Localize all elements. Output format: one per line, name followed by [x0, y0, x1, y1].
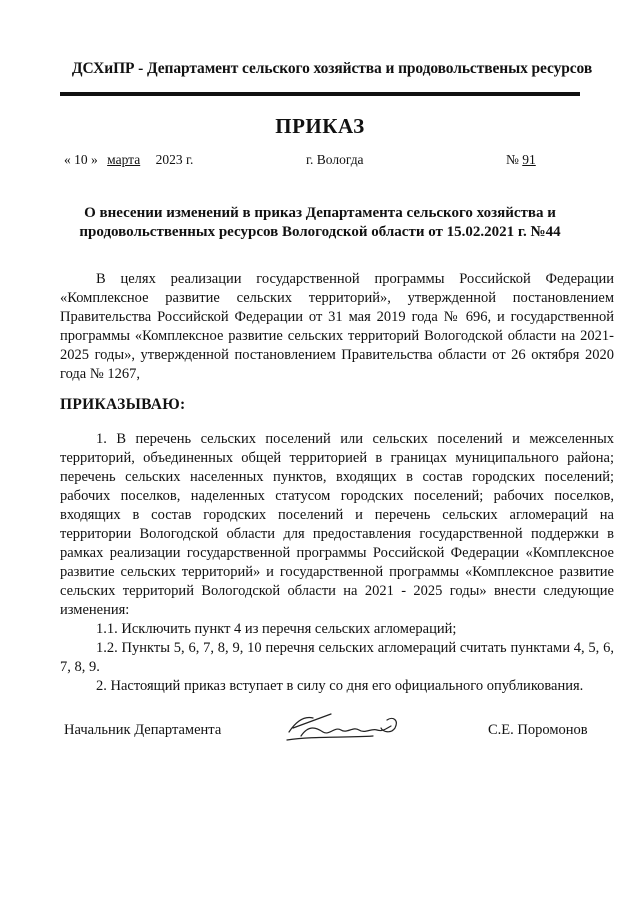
header-divider — [60, 92, 580, 96]
document-subject: О внесении изменений в приказ Департамента сельского хозяйства и продовольственных ресурсов Вологодской области от 15.02.2021 г. №44 — [79, 205, 561, 240]
document-date — [64, 152, 193, 168]
signer-title: Начальник Департамента — [64, 722, 222, 738]
date-month: марта — [107, 152, 141, 167]
order-item-1: 1. В перечень сельских поселений или сельских поселений и межселенных территорий, объединенных общей территорией в границах муниципального района; перечень сельских населенных пунктов, входящих в состав городских поселений; рабочих поселков, наделенных статусом городских поселений; рабочих поселков, входящих в состав городских поселений и перечень сельских агломераций на территории Вологодской области для предоставления государственной поддержки в рамках реализации государственной программы Российской Федерации «Комплексное развитие сельских территорий» и государственной программы «Комплексное развитие сельских территорий Вологодской области на 2021 - 2025 годы» внести следующие изменения: — [60, 431, 614, 618]
order-item-1-2: 1.2. Пункты 5, 6, 7, 8, 9, 10 перечня сельских агломераций считать пунктами 4, 5, 6, 7, 8, 9. — [60, 640, 614, 675]
preamble — [60, 270, 614, 384]
number-label: № — [506, 152, 519, 167]
handwritten-signature — [283, 706, 405, 748]
order-heading: ПРИКАЗЫВАЮ: — [60, 396, 186, 413]
order-item-1-1: 1.1. Исключить пункт 4 из перечня сельских агломераций; — [96, 621, 457, 637]
order-items — [60, 430, 614, 696]
document-number — [506, 152, 536, 168]
preamble-text: В целях реализации государственной программы Российской Федерации «Комплексное развитие сельских территорий», утвержденной постановлением Правительства Российской Федерации от 31 мая 2019 года № 696, и государственной программы «Комплексное развитие сельских территорий Вологодской области на 2021-2025 годы», утвержденной постановлением Правительства области от 26 октября 2020 года № 1267, — [60, 271, 614, 382]
date-year: 2023 г. — [155, 152, 194, 167]
department-header: ДСХиПР - Департамент сельского хозяйства и продовольственых ресурсов — [71, 60, 593, 77]
document-city: г. Вологда — [306, 152, 364, 167]
date-day: « 10 » — [64, 152, 98, 167]
order-item-2: 2. Настоящий приказ вступает в силу со дня его официального опубликования. — [96, 678, 584, 694]
signer-name: С.Е. Поромонов — [488, 722, 588, 738]
number-value: 91 — [522, 152, 536, 167]
document-title: ПРИКАЗ — [275, 114, 365, 138]
